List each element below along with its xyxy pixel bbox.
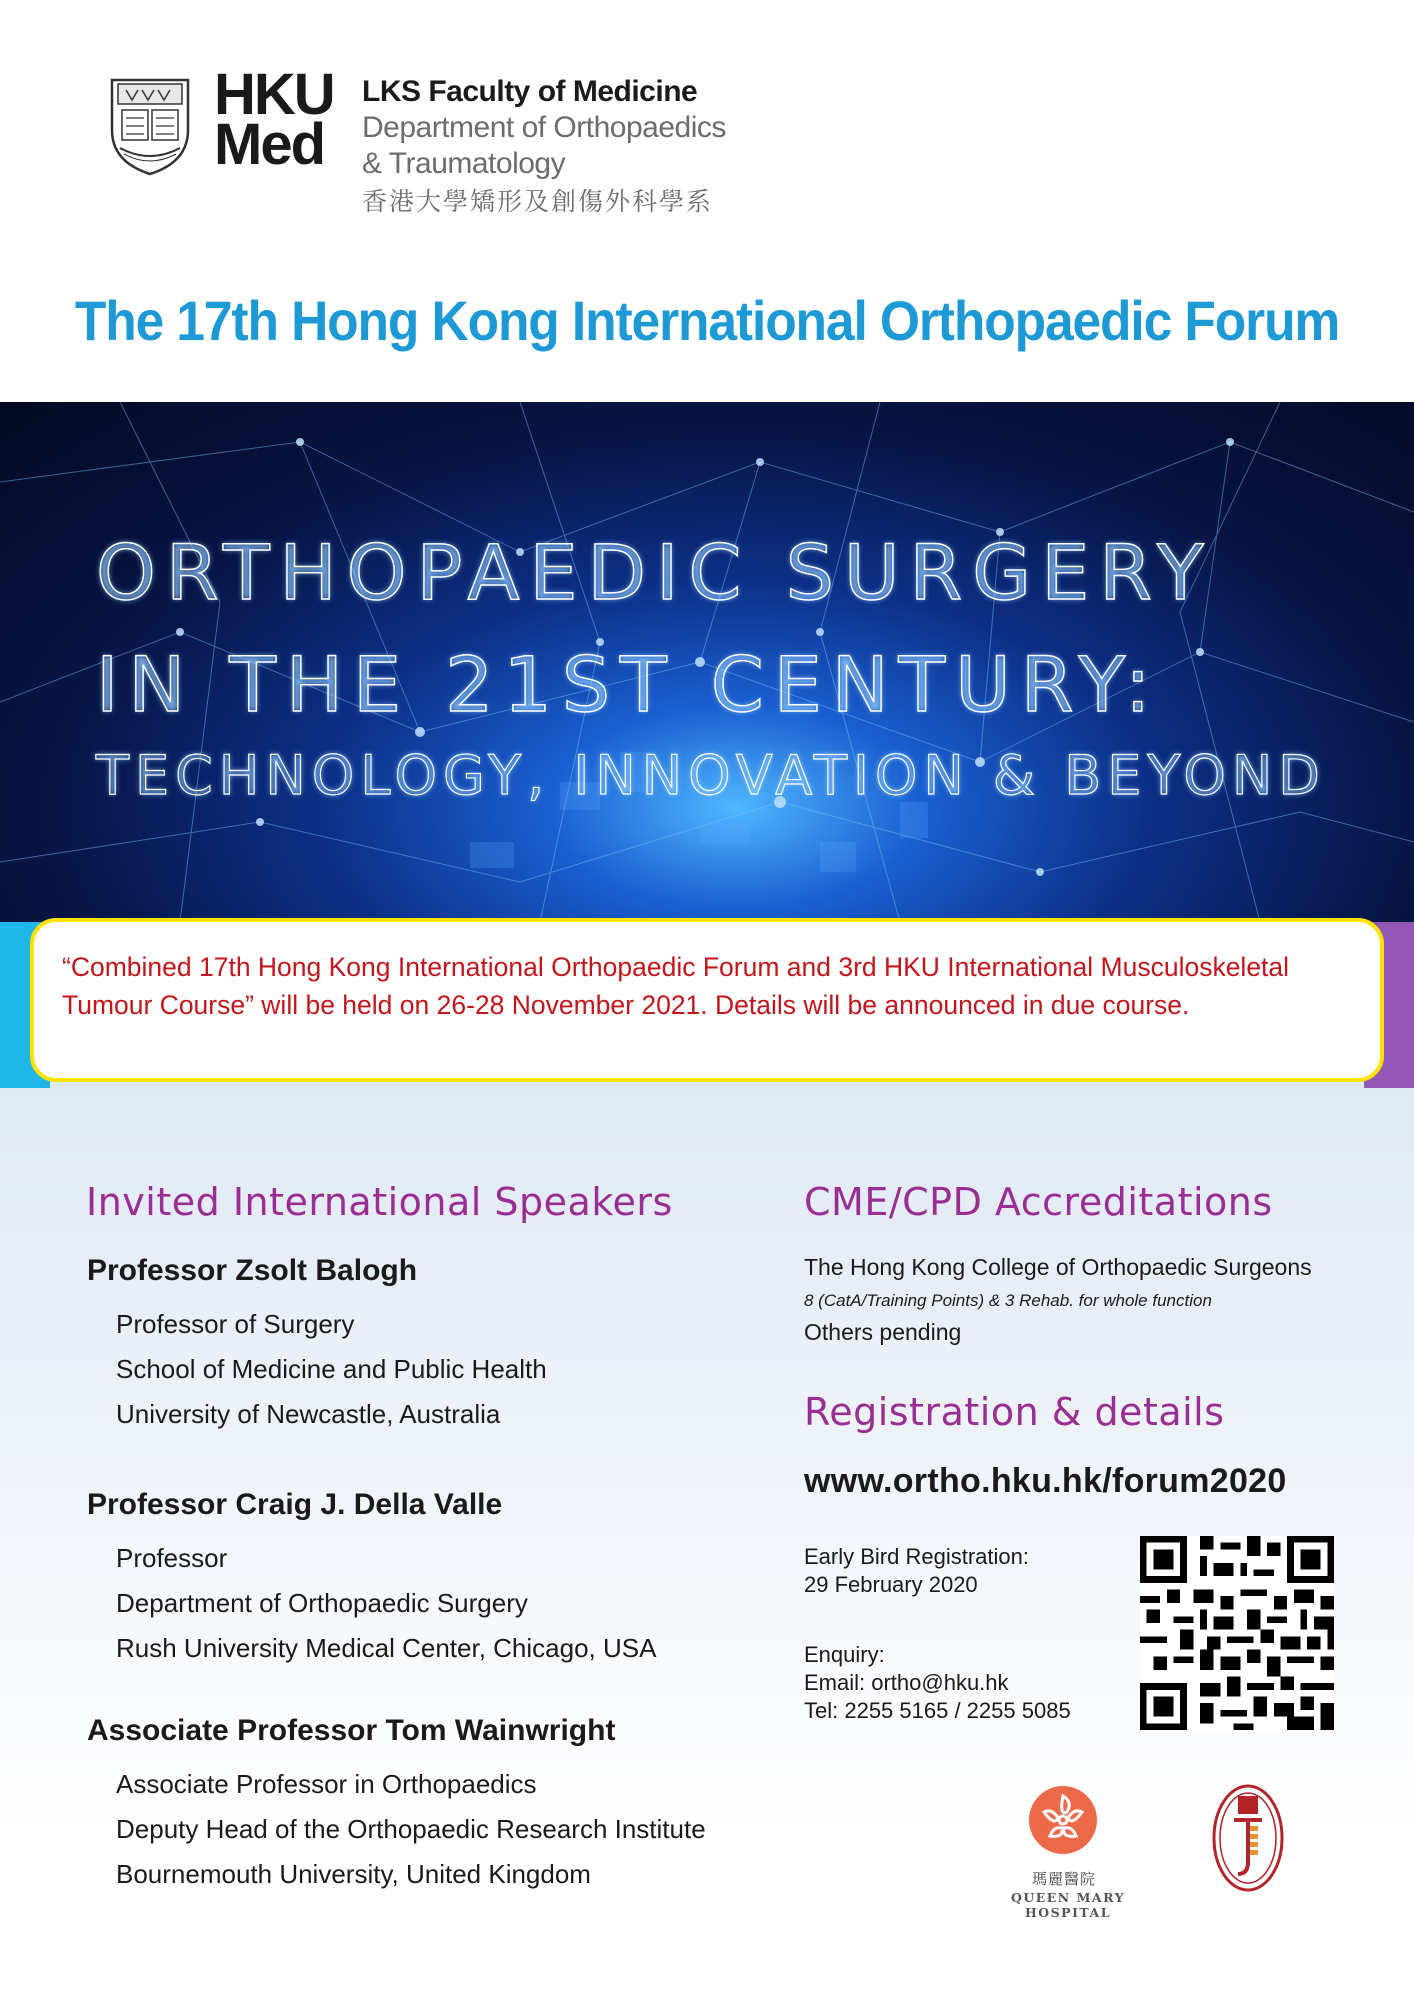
speaker-detail: Bournemouth University, United Kingdom	[116, 1859, 591, 1889]
faculty-block	[362, 74, 726, 220]
enquiry-label: Enquiry:	[804, 1642, 885, 1667]
enquiry-tel: Tel: 2255 5165 / 2255 5085	[804, 1698, 1071, 1723]
speaker-detail: Department of Orthopaedic Surgery	[116, 1588, 528, 1618]
banner-line1: ORTHOPAEDIC SURGERY	[96, 528, 1214, 617]
speakers-heading: Invited International Speakers	[86, 1180, 673, 1224]
speaker-detail: Professor of Surgery	[116, 1309, 355, 1339]
hku-crest-icon	[106, 74, 194, 178]
hku-med-logo: HKU Med	[214, 62, 334, 177]
qr-code-icon[interactable]	[1140, 1536, 1334, 1730]
speaker-detail: Deputy Head of the Orthopaedic Research Institute	[116, 1814, 706, 1844]
theme-banner	[0, 402, 1414, 922]
speaker-detail: Rush University Medical Center, Chicago, USA	[116, 1633, 657, 1663]
enquiry-email[interactable]: Email: ortho@hku.hk	[804, 1670, 1009, 1695]
speaker-detail: University of Newcastle, Australia	[116, 1399, 501, 1429]
queen-mary-hospital-logo-icon	[1026, 1782, 1100, 1862]
qmh-chinese-name: 瑪麗醫院	[1031, 1870, 1096, 1888]
speaker-name: Professor Zsolt Balogh	[87, 1254, 418, 1287]
cme-points: 8 (CatA/Training Points) & 3 Rehab. for whole function	[804, 1291, 1212, 1310]
speaker-detail: Associate Professor in Orthopaedics	[116, 1769, 537, 1799]
faculty-name: LKS Faculty of Medicine	[362, 75, 698, 108]
forum-title: The 17th Hong Kong International Orthopaedic Forum	[74, 289, 1340, 352]
registration-heading: Registration & details	[804, 1390, 1225, 1434]
cme-others: Others pending	[804, 1319, 962, 1345]
early-bird-date: 29 February 2020	[804, 1572, 978, 1597]
speaker-detail: School of Medicine and Public Health	[116, 1354, 547, 1384]
department-chinese: 香港大學矯形及創傷外科學系	[362, 188, 714, 216]
cme-college: The Hong Kong College of Orthopaedic Surgeons	[804, 1254, 1312, 1280]
orthopaedics-seal-icon	[1210, 1782, 1286, 1894]
cme-heading: CME/CPD Accreditations	[804, 1180, 1273, 1224]
banner-line2: IN THE 21ST CENTURY:	[96, 640, 1161, 729]
speaker-name: Associate Professor Tom Wainwright	[87, 1714, 616, 1747]
speaker-name: Professor Craig J. Della Valle	[87, 1488, 503, 1521]
qmh-english-name: QUEEN MARY HOSPITAL	[1010, 1890, 1126, 1920]
department-line2: & Traumatology	[362, 147, 566, 180]
banner-line3: TECHNOLOGY, INNOVATION & BEYOND	[96, 744, 1326, 807]
registration-url[interactable]: www.ortho.hku.hk/forum2020	[804, 1462, 1287, 1500]
notice-text: “Combined 17th Hong Kong International Orthopaedic Forum and 3rd HKU International Musculoskeletal Tumour Course” will be held on 26-28 November 2021. Details will be announced in due course.	[62, 952, 1290, 1020]
speaker-detail: Professor	[116, 1543, 228, 1573]
early-bird-label: Early Bird Registration:	[804, 1544, 1029, 1569]
department-line1: Department of Orthopaedics	[362, 111, 726, 144]
notice-box	[30, 918, 1384, 1082]
